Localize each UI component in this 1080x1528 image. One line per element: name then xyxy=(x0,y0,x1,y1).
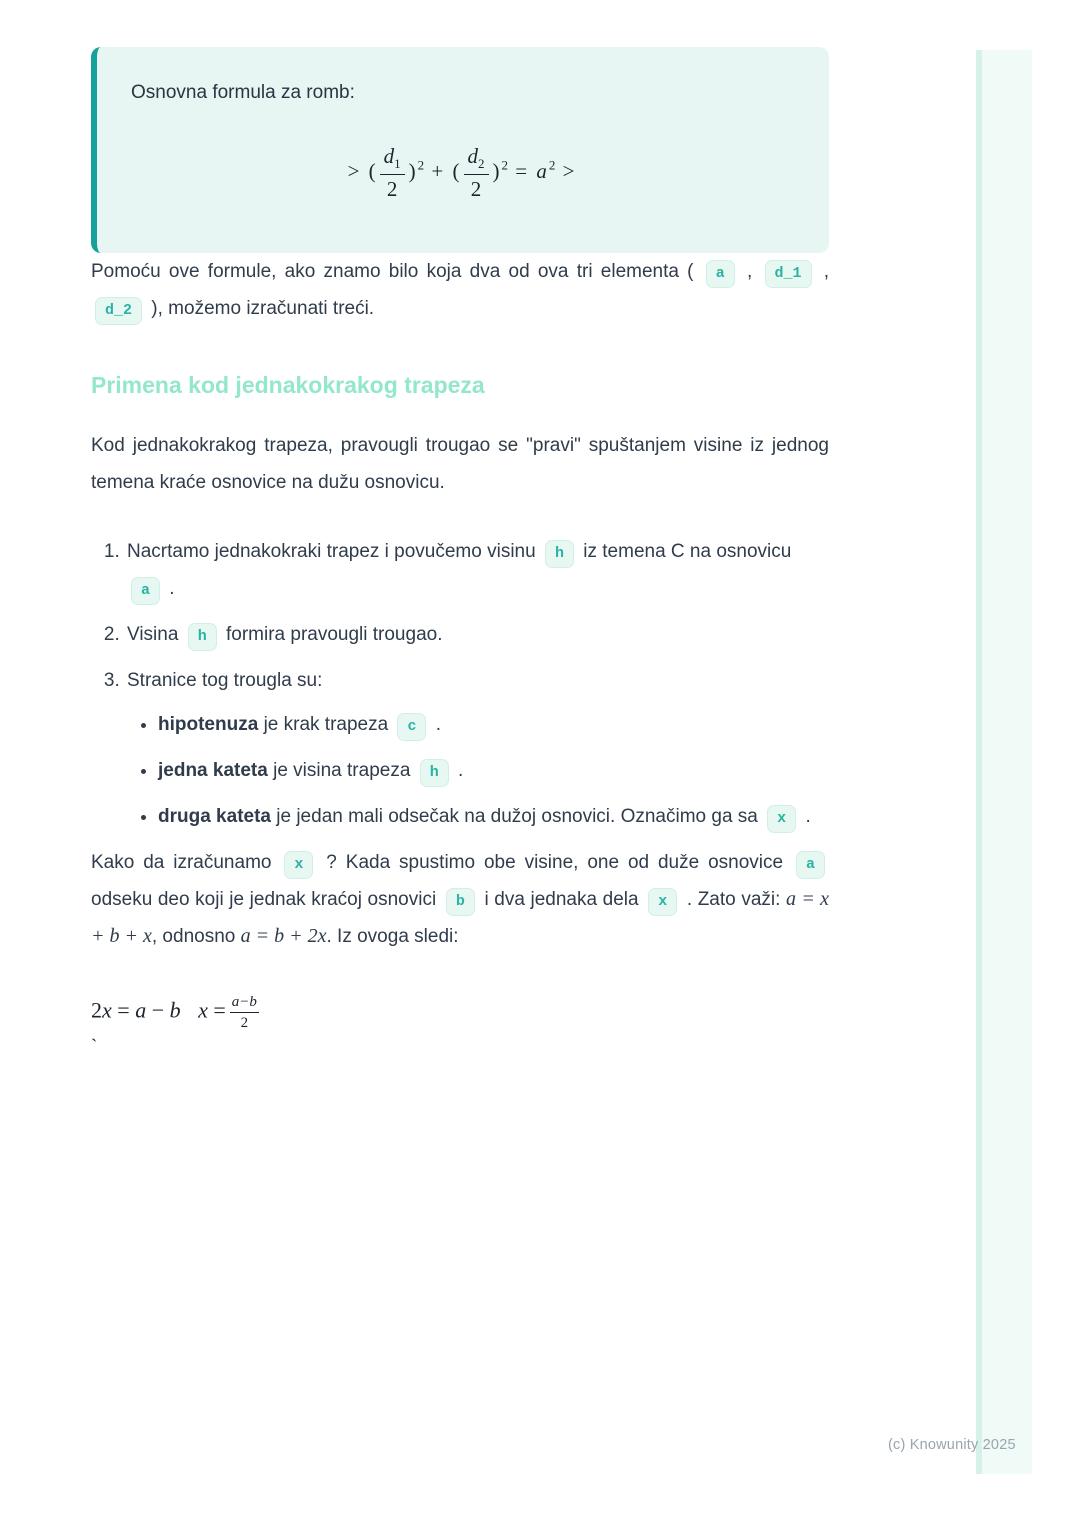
stray-backtick: ` xyxy=(91,1035,98,1057)
code-badge-h: h xyxy=(545,540,574,568)
code-badge-b: b xyxy=(446,888,475,916)
formula-paren: ) xyxy=(492,158,500,183)
content-column xyxy=(91,47,829,1058)
code-badge-h: h xyxy=(420,759,449,787)
formula-exponent: 2 xyxy=(417,157,425,173)
steps-list xyxy=(91,533,829,835)
triangle-sides-list xyxy=(127,706,829,835)
derived-formula: 2x = a − b x = $\frac{a-b}{2}$ xyxy=(91,993,257,1031)
bullet-hipotenuza: • hipotenuza je krak trapeza c . xyxy=(158,706,829,743)
step-item-1: 1. Nacrtamo jednakokraki trapez i povučemo visinu h iz temena C na osnovicu a . xyxy=(125,533,829,607)
fraction-d1-over-2: $\frac{d_1}{2}$ xyxy=(380,143,405,203)
intro-text: , xyxy=(823,260,830,282)
code-badge-x: x xyxy=(284,851,313,879)
code-badge-a: a xyxy=(131,577,160,605)
formula-exponent: 2 xyxy=(501,157,508,173)
formula-gt-left: > xyxy=(347,158,360,183)
section-lead-paragraph: Kod jednakokrakog trapeza, pravougli trougao se "pravi" spuštanjem visine iz jednog temena kraće osnovice na dužu osnovicu. xyxy=(91,434,829,493)
fraction-d2-over-2: $\frac{d_2}{2}$ xyxy=(464,143,489,203)
copyright-footer: (c) Knowunity 2025 xyxy=(888,1437,1016,1453)
code-badge-a: a xyxy=(706,260,735,288)
section-heading: Primena kod jednakokrakog trapeza xyxy=(91,371,485,398)
formula-gt-right: > xyxy=(562,158,575,183)
intro-text: ), možemo izračunati treći. xyxy=(151,297,375,319)
rhombus-formula xyxy=(131,143,791,203)
step-item-3: 3. Stranice tog trougla su: • hipotenuza je krak trapeza c . • jedna kateta je visina trapeza h . • druga kateta je jedan mali odsečak na dužoj osnovici. Označimo ga sa x . xyxy=(125,662,829,835)
formula-a: a xyxy=(536,158,547,183)
how-paragraph: Kako da izračunamo x ? Kada spustimo obe visine, one od duže osnovice a odseku deo koji je jednak kraćoj osnovici b i dva jednaka dela x . Zato važi: a = x + b + x, odnosno a = b + 2x. Iz ovoga sledi: xyxy=(91,851,830,947)
formula-exponent: 2 xyxy=(548,157,556,173)
callout-title: Osnovna formula za romb: xyxy=(131,82,355,103)
step-item-2: 2. Visina h formira pravougli trougao. xyxy=(125,616,829,653)
fraction-a-minus-b-over-2: $\frac{a-b}{2}$ xyxy=(231,993,257,1031)
code-badge-x: x xyxy=(648,888,677,916)
bullet-jedna-kateta: • jedna kateta je visina trapeza h . xyxy=(158,752,829,789)
code-badge-h: h xyxy=(188,623,217,651)
formula-equals: = xyxy=(515,158,528,183)
code-badge-d1: d_1 xyxy=(765,260,812,288)
intro-text: Pomoću ove formule, ako znamo bilo koja dva od ova tri elementa ( xyxy=(91,260,694,282)
inline-math-a-x-b-x: a = x + b + x xyxy=(91,887,830,947)
formula-paren: ) xyxy=(408,158,416,183)
intro-paragraph xyxy=(91,253,829,327)
code-badge-x: x xyxy=(767,805,796,833)
inline-math-a-b-2x: a = b + 2x xyxy=(240,924,327,947)
code-badge-a: a xyxy=(796,851,825,879)
formula-paren: ( xyxy=(452,158,460,183)
formula-paren: ( xyxy=(368,158,376,183)
bullet-druga-kateta: • druga kateta je jedan mali odsečak na dužoj osnovici. Označimo ga sa x . xyxy=(158,798,829,835)
code-badge-d2: d_2 xyxy=(95,297,142,325)
formula-callout xyxy=(91,47,829,253)
page-edge-strip xyxy=(976,50,1032,1474)
code-badge-c: c xyxy=(397,713,426,741)
formula-plus: + xyxy=(431,158,444,183)
intro-text: , xyxy=(746,260,753,282)
